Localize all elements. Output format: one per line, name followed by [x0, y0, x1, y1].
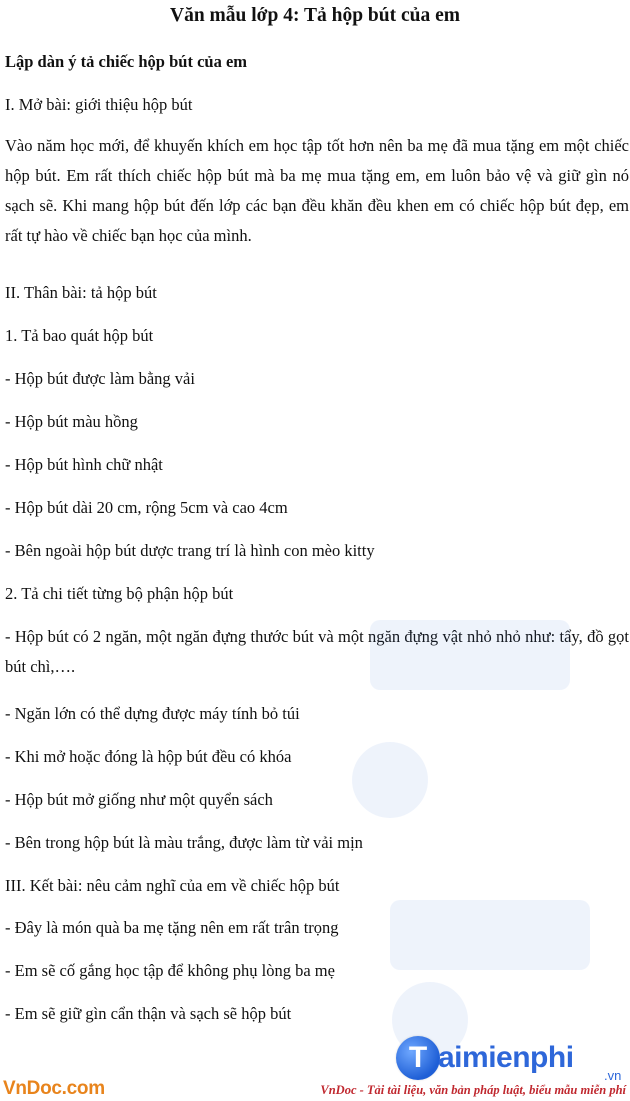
closing-item: - Đây là món quà ba mẹ tặng nên em rất trân trọng	[5, 918, 339, 937]
section1-item: - Hộp bút dài 20 cm, rộng 5cm và cao 4cm	[5, 498, 288, 517]
closing-item: - Em sẽ cố gắng học tập để không phụ lòng ba mẹ	[5, 961, 335, 980]
section2-heading: 2. Tả chi tiết từng bộ phận hộp bút	[5, 584, 234, 603]
document-subtitle: Lập dàn ý tả chiếc hộp bút của em	[5, 52, 248, 71]
section2-item: - Ngăn lớn có thể dựng được máy tính bỏ túi	[5, 704, 300, 723]
section1-item: - Bên ngoài hộp bút dược trang trí là hình con mèo kitty	[5, 541, 375, 560]
section1-heading: 1. Tả bao quát hộp bút	[5, 326, 154, 345]
body-heading: II. Thân bài: tả hộp bút	[5, 283, 157, 302]
section2-item: - Hộp bút mở giống như một quyển sách	[5, 790, 273, 809]
opening-paragraph: Vào năm học mới, để khuyến khích em học tập tốt hơn nên ba mẹ đã mua tặng em một chiếc hộp bút. Em rất thích chiếc hộp bút mà ba mẹ mua tặng em, em luôn bảo vệ và giữ gìn nó sạch sẽ. Khi mang hộp bút đến lớp các bạn đều khăn đều khen em có chiếc hộp bút đẹp, em rất tự hào về chiếc bạn học của mình.	[5, 136, 629, 245]
taimienphi-logo	[396, 1034, 622, 1083]
footer-brand: VnDoc.com	[3, 1078, 105, 1099]
section2-item: - Bên trong hộp bút là màu trắng, được làm từ vải mịn	[5, 833, 363, 852]
section1-item: - Hộp bút được làm bằng vải	[5, 369, 195, 388]
closing-heading: III. Kết bài: nêu cảm nghĩ của em về chiếc hộp bút	[5, 876, 340, 895]
section1-item: - Hộp bút màu hồng	[5, 412, 138, 431]
footer-tagline: VnDoc - Tải tài liệu, văn bản pháp luật, biểu mẫu miễn phí	[320, 1083, 626, 1097]
taimienphi-logo-suffix: .vn	[604, 1068, 622, 1083]
section1-item: - Hộp bút hình chữ nhật	[5, 455, 163, 474]
section2-item: - Khi mở hoặc đóng là hộp bút đều có khóa	[5, 747, 292, 766]
taimienphi-logo-icon: T	[396, 1036, 440, 1080]
document-title: Văn mẫu lớp 4: Tả hộp bút của em	[170, 5, 460, 26]
opening-heading: I. Mở bài: giới thiệu hộp bút	[5, 95, 193, 114]
taimienphi-logo-text: aimienphi	[438, 1041, 574, 1074]
section2-first-item: - Hộp bút có 2 ngăn, một ngăn đựng thước bút và một ngăn đựng vật nhỏ nhỏ như: tẩy, đồ gọt bút chì,….	[5, 627, 629, 676]
closing-item: - Em sẽ giữ gìn cẩn thận và sạch sẽ hộp bút	[5, 1004, 292, 1023]
